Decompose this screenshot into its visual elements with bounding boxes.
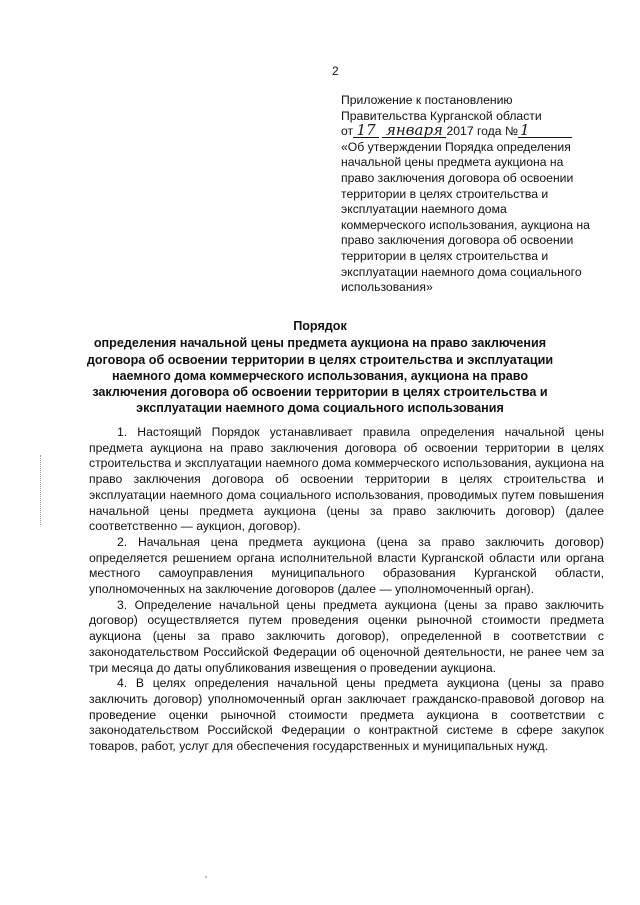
- subject-line: территории в целях строительства и: [341, 186, 549, 201]
- scan-speck: [205, 876, 207, 878]
- title-line: договора об освоении территории в целях строительства и эксплуатации: [86, 352, 554, 367]
- page-number: 2: [332, 64, 339, 78]
- paragraph-4: 4. В целях определения начальной цены предмета аукциона (цены за право заключить договор) уполномоченный орган заключает гражданско-правовой договор на проведение оценки рыночной стоимости предмета аукциона в соответствии с законодательством Российской Федерации о контрактной системе в сфере закупок товаров, работ, услуг для обеспечения государственных и муниципальных нужд.: [89, 676, 604, 754]
- subject-line: «Об утверждении Порядка определения: [341, 139, 571, 154]
- subject-line: право заключения договора об освоении: [341, 170, 574, 185]
- subject-line: начальной цены предмета аукциона на: [341, 155, 564, 170]
- date-prefix: от: [341, 124, 354, 139]
- subject-line: эксплуатации наемного дома: [341, 202, 507, 217]
- appendix-header: [341, 93, 611, 296]
- appendix-line-1: Приложение к постановлению: [341, 93, 513, 107]
- date-month-handwritten: января: [382, 124, 446, 138]
- decree-date-line: [341, 121, 611, 140]
- title-line: эксплуатации наемного дома социального использования: [136, 401, 504, 416]
- date-year: 2017 года №: [446, 124, 519, 139]
- appendix-line-2: Правительства Курганской области: [341, 108, 542, 123]
- paragraph-3: 3. Определение начальной цены предмета аукциона (цены за право заключить договор) осуществляется путем проведения оценки рыночной стоимости предмета аукциона (цены за право заключить договор), определенной в соответствии с законодательством Российской Федерации об оценочной деятельности, не ранее чем за три месяца до даты опубликования извещения о проведении аукциона.: [89, 597, 604, 675]
- subject-line: коммерческого использования, аукциона на: [341, 217, 590, 232]
- document-title: [40, 318, 600, 417]
- subject-line: право заключения договора об освоении: [341, 233, 574, 248]
- document-body: [89, 425, 604, 755]
- title-line: заключения договора об освоении территории в целях строительства и: [92, 385, 548, 400]
- decree-number-handwritten: 1: [518, 124, 572, 138]
- subject-line: использования»: [341, 280, 433, 295]
- paragraph-2: 2. Начальная цена предмета аукциона (цена за право заключить договор) определяется решением органа исполнительной власти Курганской области или органа местного самоуправления муниципального образования Курганской области, уполномоченных на заключение договоров (далее — уполномоченный орган).: [89, 534, 604, 597]
- date-day-handwritten: 17: [353, 124, 379, 138]
- paragraph-1: 1. Настоящий Порядок устанавливает правила определения начальной цены предмета аукциона на право заключения договора об освоении территории в целях строительства и эксплуатации наемного дома коммерческого использования, аукциона на право заключения договора об освоении территории в целях строительства и эксплуатации наемного дома социального использования, проводимых путем повышения начальной цены предмета аукциона (цены за право заключить договор) (далее соответственно — аукцион, договор).: [89, 425, 604, 534]
- subject-line: территории в целях строительства и: [341, 248, 549, 263]
- subject-line: эксплуатации наемного дома социального: [341, 264, 582, 279]
- title-line: определения начальной цены предмета аукциона на право заключения: [93, 336, 547, 351]
- title-heading: Порядок: [293, 319, 347, 333]
- title-line: наемного дома коммерческого использования, аукциона на право: [111, 368, 529, 383]
- margin-scan-marks: [40, 455, 45, 525]
